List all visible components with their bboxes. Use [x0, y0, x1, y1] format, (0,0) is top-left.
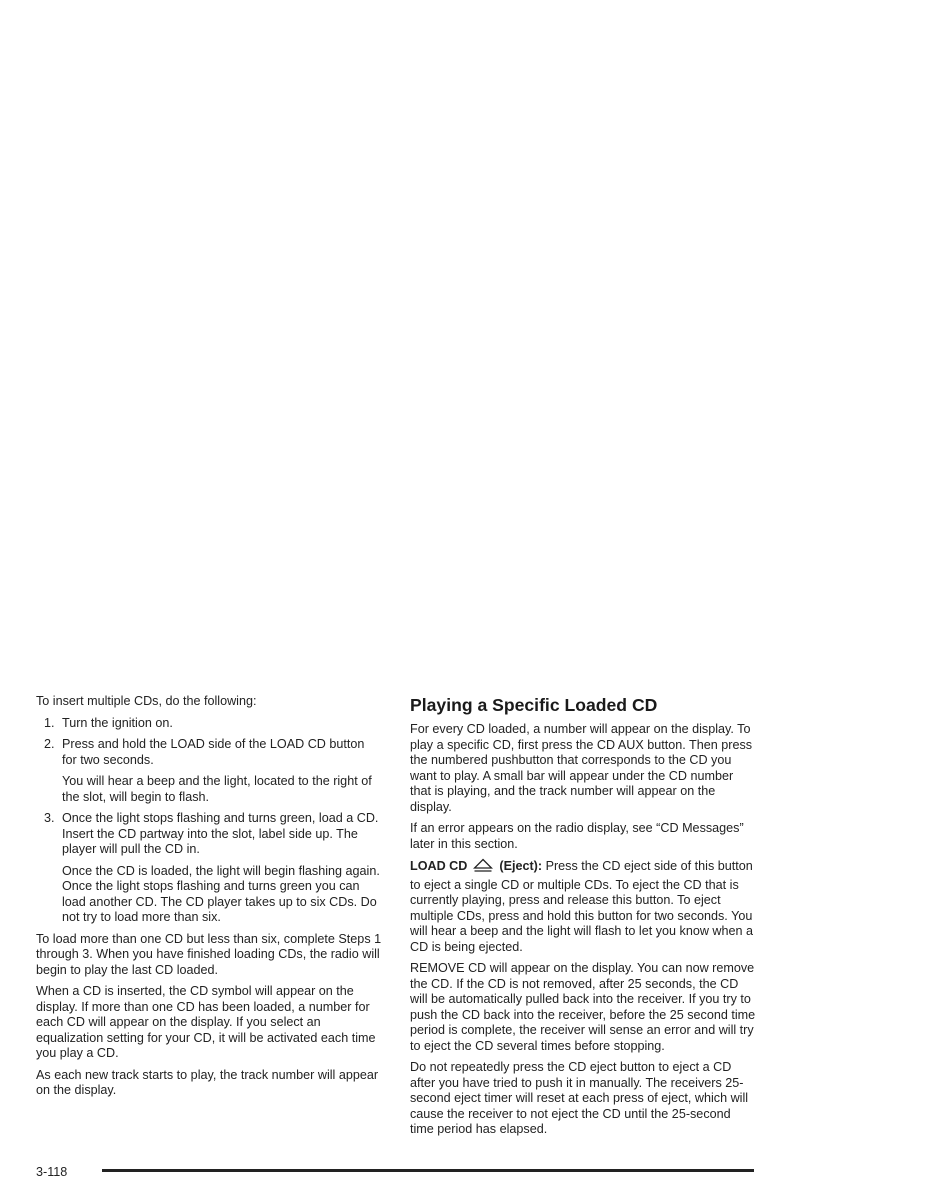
- step-number: 1.: [44, 715, 55, 730]
- footer-rule: [102, 1169, 754, 1172]
- body-paragraph: For every CD loaded, a number will appear on the display. To play a specific CD, first press the CD AUX button. Then press the numbered pushbutton that corresponds to the CD you want to play. A small bar will appear under the CD number that is playing, and the track number will appear on the display.: [410, 722, 753, 814]
- body-paragraph: If an error appears on the radio display, see “CD Messages” later in this section.: [410, 821, 744, 851]
- load-cd-paragraph: [410, 858, 756, 955]
- intro-text: To insert multiple CDs, do the following:: [36, 694, 257, 708]
- load-cd-term: LOAD CD: [410, 859, 468, 873]
- step-text: Once the CD is loaded, the light will begin flashing again. Once the light stops flashing and turns green you can load another CD. The CD player takes up to six CDs. Do not try to load more than six.: [62, 863, 380, 924]
- page-number: 3-118: [36, 1165, 68, 1179]
- body-paragraph: Do not repeatedly press the CD eject button to eject a CD after you have tried to push it in manually. The receivers 25-second eject timer will reset at each press of eject, which will cause the receiver to not eject the CD until the 25-second time period has elapsed.: [410, 1060, 749, 1136]
- step-item: [36, 737, 382, 805]
- step-number: 3.: [44, 811, 55, 825]
- step-number: 2.: [44, 737, 55, 751]
- body-paragraph: To load more than one CD but less than six, complete Steps 1 through 3. When you have finished loading CDs, the radio will begin to play the last CD loaded.: [36, 931, 382, 977]
- step-text: Once the light stops flashing and turns green, load a CD. Insert the CD partway into the slot, label side up. The player will pull the CD in.: [62, 811, 379, 856]
- steps-list: [36, 716, 382, 926]
- body-paragraph: REMOVE CD will appear on the display. You can now remove the CD. If the CD is not removed, after 25 seconds, the CD will be automatically pulled back into the receiver. If you try to push the CD back into the receiver, before the 25 second time period is complete, the receiver will sense an error and will try to eject the CD several times before stopping.: [410, 961, 756, 1053]
- right-column: [410, 694, 756, 1144]
- body-paragraph: When a CD is inserted, the CD symbol will appear on the display. If more than one CD has been loaded, a number for each CD will appear on the display. If you select an equalization setting for your CD, it will be activated each time you play a CD.: [36, 984, 376, 1060]
- step-text: Turn the ignition on.: [62, 715, 173, 730]
- body-paragraph: As each new track starts to play, the track number will appear on the display.: [36, 1067, 379, 1097]
- step-item: [36, 811, 382, 926]
- step-item: [36, 716, 382, 732]
- section-heading: Playing a Specific Loaded CD: [410, 695, 658, 715]
- load-cd-description: Press the CD eject side of this button to eject a single CD or multiple CDs. To eject the CD that is currently playing, press and release this button. To eject multiple CDs, press and hold this button for two seconds. You will hear a beep and the light will flash to let you know when a CD is being ejected.: [410, 859, 754, 954]
- step-text: Press and hold the LOAD side of the LOAD CD button for two seconds.: [62, 737, 365, 767]
- left-column: [36, 694, 382, 1105]
- step-text: You will hear a beep and the light, located to the right of the slot, will begin to flash.: [62, 774, 372, 804]
- eject-term: (Eject):: [499, 859, 543, 873]
- eject-icon: [473, 858, 493, 878]
